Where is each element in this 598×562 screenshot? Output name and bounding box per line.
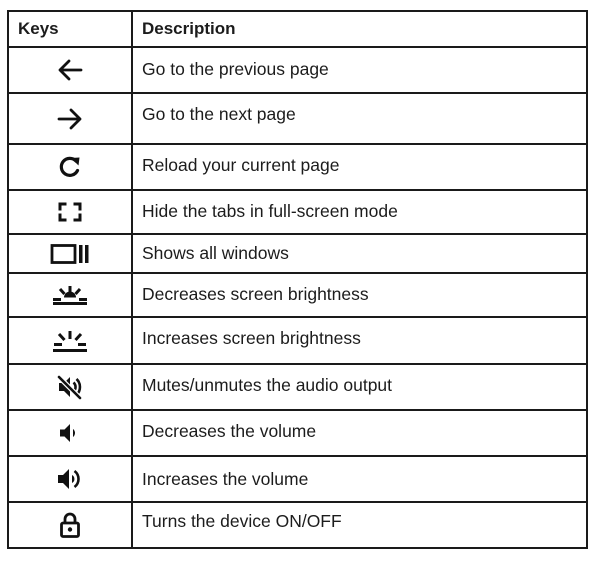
description-column-header: Description	[132, 11, 587, 47]
table-row	[8, 410, 587, 456]
table-row	[8, 144, 587, 190]
description-cell	[132, 410, 587, 456]
key-cell	[8, 273, 132, 317]
table-row	[8, 47, 587, 93]
brightness-down-icon	[51, 286, 89, 303]
description-cell	[132, 47, 587, 93]
table-row	[8, 456, 587, 502]
table-row	[8, 364, 587, 410]
description-text: Go to the previous page	[142, 59, 329, 79]
table-row	[8, 234, 587, 273]
keyboard-shortcuts-table	[7, 10, 588, 549]
description-text: Decreases the volume	[142, 421, 317, 441]
brightness-up-icon	[51, 332, 89, 349]
description-text: Go to the next page	[142, 104, 296, 124]
description-text: Decreases screen brightness	[142, 284, 369, 304]
description-cell	[132, 190, 587, 234]
key-cell	[8, 456, 132, 502]
description-text: Turns the device ON/OFF	[142, 511, 342, 531]
description-text: Hide the tabs in full-screen mode	[142, 201, 398, 221]
table-row	[8, 273, 587, 317]
description-text: Reload your current page	[142, 155, 340, 175]
key-cell	[8, 234, 132, 273]
lock-icon	[59, 516, 81, 533]
description-cell	[132, 502, 587, 548]
description-text: Increases screen brightness	[142, 328, 361, 348]
key-cell	[8, 144, 132, 190]
description-cell	[132, 364, 587, 410]
table-row	[8, 317, 587, 364]
table-row	[8, 93, 587, 144]
key-cell	[8, 364, 132, 410]
key-cell	[8, 410, 132, 456]
full-screen-icon	[57, 203, 83, 220]
description-cell	[132, 144, 587, 190]
keys-column-header: Keys	[8, 11, 132, 47]
key-cell	[8, 93, 132, 144]
back-arrow-icon	[57, 61, 83, 78]
description-text: Mutes/unmutes the audio output	[142, 375, 393, 395]
description-cell	[132, 234, 587, 273]
reload-icon	[57, 158, 83, 175]
forward-arrow-icon	[57, 110, 83, 127]
key-cell	[8, 47, 132, 93]
key-cell	[8, 190, 132, 234]
overview-windows-icon	[50, 245, 90, 262]
description-cell	[132, 317, 587, 364]
description-cell	[132, 456, 587, 502]
mute-icon	[56, 378, 84, 395]
key-cell	[8, 317, 132, 364]
table-header-row	[8, 11, 587, 47]
description-text: Increases the volume	[142, 469, 309, 489]
description-cell	[132, 93, 587, 144]
table-row	[8, 502, 587, 548]
volume-up-icon	[56, 470, 84, 487]
description-cell	[132, 273, 587, 317]
volume-down-icon	[58, 424, 82, 441]
table-row	[8, 190, 587, 234]
key-cell	[8, 502, 132, 548]
description-text: Shows all windows	[142, 243, 289, 263]
